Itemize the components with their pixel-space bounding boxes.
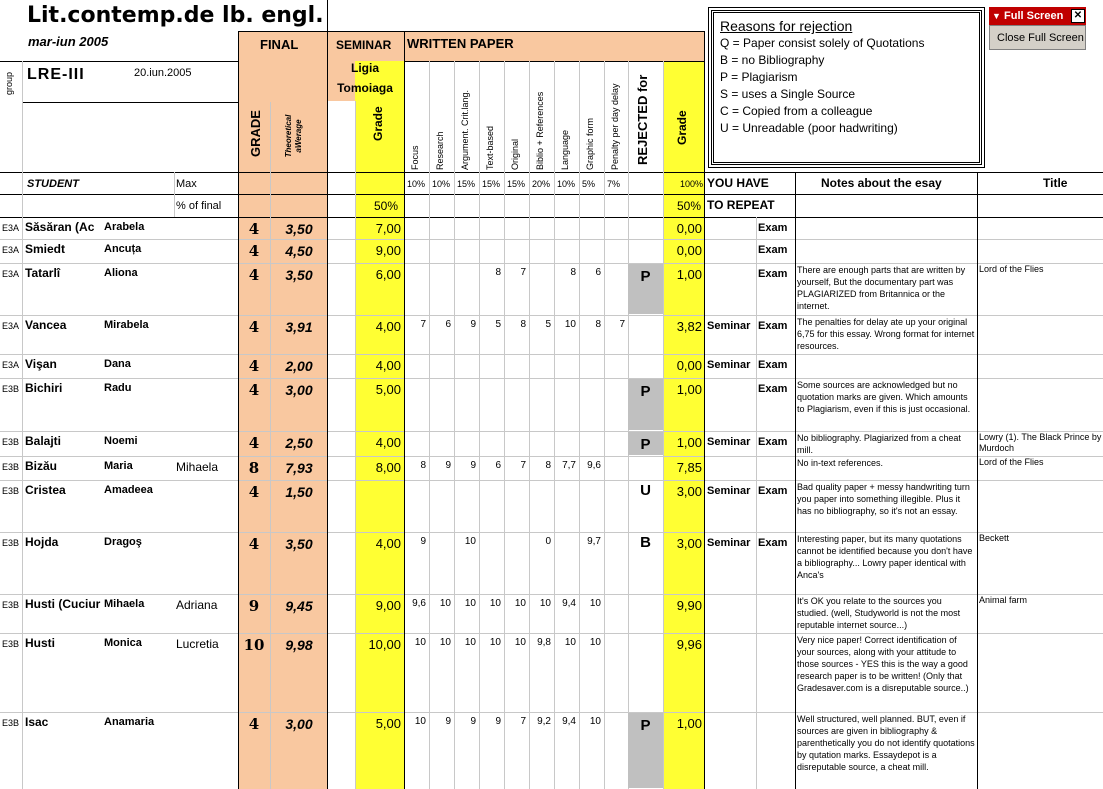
essay-note: Interesting paper, but its many quotations cannot be identified because you don't have a bibliography... Lowry paper identical with Anca's: [797, 534, 973, 580]
final-grade: 4: [248, 535, 260, 553]
criterion-pct-7: 5%: [582, 179, 596, 189]
final-grade: 4: [248, 318, 260, 336]
criterion-pct-4: 15%: [507, 179, 526, 189]
grid-h-group-top: [0, 61, 238, 62]
written-paper-grade: 1,00: [676, 267, 702, 282]
seminar-grade: 4,00: [375, 536, 401, 551]
grid-h-group-bottom: [22, 102, 238, 103]
student-first-name: Maria: [104, 460, 133, 472]
final-grade: 4: [248, 715, 260, 733]
written-paper-grade: 9,90: [676, 598, 702, 613]
final-grade: 4: [248, 220, 260, 238]
grid-v-title: [977, 172, 978, 789]
criterion-score: 7: [619, 319, 625, 330]
essay-note: Bad quality paper + messy handwriting turn you paper into something illegible. Plus it has no bibliography, so it's not an essay.: [797, 482, 970, 516]
essay-note: There are enough parts that are written by yourself, But the documentary part was PLAGIARIZED from Britannica or the internet.: [797, 265, 966, 311]
criterion-header-5: Biblio + References: [535, 91, 545, 170]
reason-c: C = Copied from a colleague: [720, 104, 873, 118]
row-group: E3A: [2, 245, 20, 255]
written-paper-grade: 1,00: [676, 435, 702, 450]
student-first-name: Dana: [104, 358, 131, 370]
criterion-score: 10: [439, 637, 451, 648]
theoretical-average: 2,50: [285, 435, 313, 451]
criterion-score: 9: [470, 460, 476, 471]
row-group: E3B: [2, 486, 20, 496]
toolbar-close-icon[interactable]: ✕: [1071, 9, 1085, 23]
grid-v-repeat: [704, 31, 705, 789]
repeat-seminar: Seminar: [707, 436, 751, 448]
essay-title: Animal farm: [979, 595, 1028, 605]
theoretical-average: 3,00: [285, 382, 313, 398]
student-last-name: Husti (Cuciur: [25, 597, 101, 611]
grid-h-row-1: [0, 239, 1103, 240]
criterion-score: 9,2: [537, 716, 551, 727]
repeat-exam: Exam: [758, 485, 788, 497]
criterion-header-2: Argument. Crit.lang.: [460, 89, 470, 170]
row-group: E3B: [2, 384, 20, 394]
written-paper-grade: 3,82: [676, 319, 702, 334]
written-paper-grade: 3,00: [676, 536, 702, 551]
essay-note: No in-text references.: [797, 458, 884, 468]
theoretical-average: 3,50: [285, 267, 313, 283]
seminar-grade: 5,00: [375, 382, 401, 397]
essay-note: Very nice paper! Correct identification of your sources, along with your attitude to those sources - YES this is the way a good research paper is to be written! (Only that Gradesaver.com is a disreputable source..): [797, 635, 969, 693]
theoretical-average: 7,93: [285, 460, 313, 476]
repeat-seminar: Seminar: [707, 537, 751, 549]
grid-v-seminar: [327, 0, 328, 789]
grid-v-crit-2: [454, 61, 455, 789]
criterion-score: 9: [470, 716, 476, 727]
written-paper-grade: 3,00: [676, 484, 702, 499]
row-group: E3B: [2, 437, 20, 447]
grid-v-maxcol: [174, 172, 175, 217]
essay-title: Lord of the Flies: [979, 264, 1044, 274]
row-group: E3B: [2, 538, 20, 548]
seminar-grade: 9,00: [375, 243, 401, 258]
rejection-reason: B: [640, 534, 651, 551]
final-grade: 4: [248, 242, 260, 260]
seminar-grade: 5,00: [375, 716, 401, 731]
criterion-score: 10: [414, 716, 426, 727]
row-group: E3B: [2, 639, 20, 649]
grid-v-crit-8: [604, 61, 605, 789]
criterion-pct-6: 10%: [557, 179, 576, 189]
criterion-score: 10: [589, 598, 601, 609]
grid-h-pct: [0, 194, 1103, 195]
criterion-score: 10: [514, 637, 526, 648]
full-screen-icon: ▼: [992, 11, 1001, 21]
final-grade: 4: [248, 266, 260, 284]
repeat-exam: Exam: [758, 244, 788, 256]
full-screen-toolbar: [989, 7, 1086, 25]
written-paper-grade: 9,96: [676, 637, 702, 652]
criterion-score: 9,7: [587, 536, 601, 547]
criterion-score: 9,6: [412, 598, 426, 609]
criterion-score: 6: [495, 460, 501, 471]
reason-p: P = Plagiarism: [720, 70, 798, 84]
criterion-score: 9,6: [587, 460, 601, 471]
criterion-score: 10: [589, 637, 601, 648]
final-grade: 4: [248, 483, 260, 501]
written-paper-grade: 0,00: [676, 243, 702, 258]
grid-v-crit-1: [429, 61, 430, 789]
repeat-exam: Exam: [758, 268, 788, 280]
theoretical-average: 1,50: [285, 484, 313, 500]
criterion-header-0: Focus: [410, 145, 420, 170]
period-label: mar-iun 2005: [28, 34, 109, 49]
row-group: E3A: [2, 269, 20, 279]
criterion-header-8: Penalty per day delay: [610, 83, 620, 170]
criterion-score: 10: [489, 598, 501, 609]
criterion-score: 9: [445, 716, 451, 727]
criterion-score: 0: [545, 536, 551, 547]
row-group: E3A: [2, 360, 20, 370]
criterion-score: 8: [520, 319, 526, 330]
student-first-name: Mihaela: [104, 598, 145, 610]
essay-note: No bibliography. Plagiarized from a cheat mill.: [797, 433, 961, 455]
rejection-reason: P: [628, 432, 663, 455]
criterion-score: 10: [464, 536, 476, 547]
criterion-score: 9,8: [537, 637, 551, 648]
repeat-seminar: Seminar: [707, 320, 751, 332]
grid-v-wp: [663, 61, 664, 789]
reasons-heading: Reasons for rejection: [720, 18, 853, 34]
criterion-pct-1: 10%: [432, 179, 451, 189]
criterion-header-1: Research: [435, 131, 445, 170]
seminar-pct: 50%: [374, 199, 399, 213]
criterion-score: 9: [470, 319, 476, 330]
repeat-exam: Exam: [758, 359, 788, 371]
student-last-name: Balajti: [25, 434, 62, 448]
theoretical-average: 4,50: [285, 243, 313, 259]
criterion-score: 10: [464, 598, 476, 609]
essay-note: Some sources are acknowledged but no quotation marks are given. Which amounts to Plagiarism, even if this is just occasional.: [797, 380, 971, 414]
theoretical-average-text: Theoretical aWerage: [284, 114, 303, 158]
final-grade: 9: [248, 597, 260, 615]
criterion-score: 10: [539, 598, 551, 609]
close-full-screen-button[interactable]: [989, 25, 1086, 50]
repeat-seminar: Seminar: [707, 485, 751, 497]
final-header: FINAL: [260, 37, 299, 52]
seminar-teacher: Ligia Tomoiaga: [337, 61, 393, 95]
student-last-name: Smiedt: [25, 242, 66, 256]
grid-v-group: [22, 61, 23, 789]
grid-v-notes: [795, 172, 796, 789]
criterion-score: 10: [414, 637, 426, 648]
written-paper-grade: 0,00: [676, 358, 702, 373]
grid-h-rows: [0, 217, 1103, 218]
wp-grade-bg: [663, 61, 704, 789]
final-grade: 4: [248, 357, 260, 375]
final-grade: 10: [243, 636, 265, 654]
rejection-reason: P: [628, 264, 663, 314]
row-group: E3B: [2, 600, 20, 610]
student-middle-name: Lucretia: [176, 637, 219, 651]
reasons-box: [711, 10, 982, 165]
grid-h-max: [0, 172, 1103, 173]
essay-title: Beckett: [979, 533, 1010, 543]
essay-title: Lord of the Flies: [979, 457, 1044, 467]
criterion-header-3: Text-based: [485, 125, 495, 170]
seminar-grade-header: Grade: [371, 106, 385, 141]
full-screen-title: Full Screen: [1004, 10, 1064, 22]
criterion-score: 9: [495, 716, 501, 727]
student-last-name: Vancea: [25, 318, 67, 332]
reason-b: B = no Bibliography: [720, 53, 825, 67]
criterion-score: 8: [545, 460, 551, 471]
theoretical-average: 2,00: [285, 358, 313, 374]
seminar-grade: 4,00: [375, 358, 401, 373]
essay-note: The penalties for delay ate up your original 6,75 for this essay. Wrong format for internet resources.: [797, 317, 975, 351]
criterion-score: 10: [464, 637, 476, 648]
criterion-header-7: Graphic form: [585, 117, 595, 170]
student-first-name: Arabela: [104, 221, 145, 233]
theoretical-average: 3,50: [285, 221, 313, 237]
student-middle-name: Mihaela: [176, 460, 219, 474]
repeat-exam: Exam: [758, 222, 788, 234]
group-code: LRE-III: [27, 66, 85, 83]
criterion-score: 10: [439, 598, 451, 609]
criterion-score: 10: [589, 716, 601, 727]
report-date: 20.iun.2005: [134, 67, 192, 79]
criterion-score: 10: [514, 598, 526, 609]
criterion-score: 9,4: [562, 716, 576, 727]
student-first-name: Anamaria: [104, 716, 155, 728]
final-grade: 4: [248, 434, 260, 452]
reason-u: U = Unreadable (poor hadwriting): [720, 121, 898, 135]
written-paper-header: WRITTEN PAPER: [407, 36, 514, 51]
written-paper-grade: 7,85: [676, 460, 702, 475]
essay-note: It's OK you relate to the sources you studied. (well, Studyworld is not the most reputable internet source...): [797, 596, 961, 630]
theoretical-average: 9,45: [285, 598, 313, 614]
criterion-score: 8: [570, 267, 576, 278]
criterion-score: 7: [520, 460, 526, 471]
criterion-score: 7,7: [562, 460, 576, 471]
criterion-pct-5: 20%: [532, 179, 551, 189]
criterion-score: 8: [495, 267, 501, 278]
final-grade: 8: [248, 459, 260, 477]
criterion-score: 8: [595, 319, 601, 330]
page-title: Lit.contemp.de lb. engl.: [27, 3, 324, 28]
written-paper-grade: 0,00: [676, 221, 702, 236]
criterion-score: 5: [495, 319, 501, 330]
reason-q: Q = Paper consist solely of Quotations: [720, 36, 925, 50]
grid-v-crit-7: [579, 61, 580, 789]
grid-h-top: [238, 31, 704, 32]
student-middle-name: Adriana: [176, 598, 218, 612]
seminar-grade: 7,00: [375, 221, 401, 236]
criterion-score: 9,4: [562, 598, 576, 609]
student-last-name: Tatarlî: [25, 266, 61, 280]
grid-v-crit-5: [529, 61, 530, 789]
student-first-name: Dragoş: [104, 536, 142, 548]
row-group: E3A: [2, 321, 20, 331]
written-paper-grade: 1,00: [676, 382, 702, 397]
criterion-score: 8: [420, 460, 426, 471]
criterion-pct-2: 15%: [457, 179, 476, 189]
criterion-score: 7: [420, 319, 426, 330]
student-first-name: Mirabela: [104, 319, 149, 331]
criterion-score: 9: [420, 536, 426, 547]
student-last-name: Săsăran (Ac: [25, 220, 95, 234]
grid-v-final: [238, 31, 239, 789]
criterion-score: 7: [520, 716, 526, 727]
theoretical-average: 3,50: [285, 536, 313, 552]
criterion-header-4: Original: [510, 138, 520, 170]
grid-v-crit-4: [504, 61, 505, 789]
repeat-exam: Exam: [758, 320, 788, 332]
row-group: E3A: [2, 223, 20, 233]
essay-title: Lowry (1). The Black Prince by Murdoch: [979, 432, 1102, 453]
written-paper-grade: 1,00: [676, 716, 702, 731]
wp-grade-header: Grade: [675, 110, 689, 145]
student-last-name: Isac: [25, 715, 49, 729]
seminar-header: SEMINAR: [336, 38, 392, 52]
grade-header: GRADE: [248, 110, 263, 157]
criterion-score: 6: [445, 319, 451, 330]
row-group: E3B: [2, 462, 20, 472]
student-last-name: Husti: [25, 636, 55, 650]
student-first-name: Aliona: [104, 267, 138, 279]
reason-s: S = uses a Single Source: [720, 87, 856, 101]
close-full-screen-label: Close Full Screen: [997, 32, 1084, 44]
seminar-grade: 9,00: [375, 598, 401, 613]
pct-final-label: % of final: [176, 200, 222, 212]
title-header: Title: [1043, 176, 1068, 190]
repeat-exam: Exam: [758, 436, 788, 448]
student-last-name: Bizău: [25, 459, 58, 473]
seminar-grade: 4,00: [375, 319, 401, 334]
grid-v-crit-6: [554, 61, 555, 789]
theoretical-average: 9,98: [285, 637, 313, 653]
row-group: E3B: [2, 718, 20, 728]
student-first-name: Monica: [104, 637, 142, 649]
grid-v-written: [404, 31, 405, 789]
max-label: Max: [176, 178, 197, 190]
criterion-header-6: Language: [560, 129, 570, 170]
criterion-pct-0: 10%: [407, 179, 426, 189]
student-last-name: Hojda: [25, 535, 59, 549]
student-last-name: Bichiri: [25, 381, 63, 395]
seminar-grade: 10,00: [368, 637, 401, 652]
theoretical-average-header: [284, 104, 304, 168]
student-first-name: Radu: [104, 382, 132, 394]
student-last-name: Cristea: [25, 483, 66, 497]
rejection-reason: P: [628, 379, 663, 430]
criterion-score: 10: [564, 319, 576, 330]
final-grade: 4: [248, 381, 260, 399]
criterion-pct-8: 7%: [607, 179, 621, 189]
repeat-label-1: YOU HAVE: [707, 176, 769, 190]
wp-pct-top: 100%: [680, 179, 704, 189]
criterion-score: 10: [564, 637, 576, 648]
essay-note: Well structured, well planned. BUT, even if sources are given in bibliography & parenthetically you do not identify quotations by qutation marks. Essaydepot is a disreputable source, a cheat mill.: [797, 714, 975, 772]
criterion-score: 6: [595, 267, 601, 278]
seminar-grade: 6,00: [375, 267, 401, 282]
seminar-grade: 4,00: [375, 435, 401, 450]
repeat-label-2: TO REPEAT: [707, 198, 775, 212]
student-first-name: Amadeea: [104, 484, 153, 496]
theoretical-average: 3,91: [285, 319, 313, 335]
seminar-grade: 8,00: [375, 460, 401, 475]
repeat-exam: Exam: [758, 383, 788, 395]
grid-h-row-4: [0, 354, 1103, 355]
group-column-label: group: [4, 71, 14, 95]
rejected-for-header: REJECTED for: [635, 74, 650, 165]
student-label: STUDENT: [27, 178, 79, 190]
rejection-reason: P: [628, 713, 663, 788]
criterion-score: 9: [445, 460, 451, 471]
criterion-score: 7: [520, 267, 526, 278]
criterion-score: 10: [489, 637, 501, 648]
student-first-name: Ancuța: [104, 243, 142, 255]
student-first-name: Noemi: [104, 435, 138, 447]
repeat-exam: Exam: [758, 537, 788, 549]
grid-v-crit-3: [479, 61, 480, 789]
criterion-pct-3: 15%: [482, 179, 501, 189]
wp-pct-bottom: 50%: [677, 199, 702, 213]
criterion-score: 5: [545, 319, 551, 330]
theoretical-average: 3,00: [285, 716, 313, 732]
student-last-name: Vişan: [25, 357, 57, 371]
notes-header: Notes about the esay: [821, 176, 942, 190]
repeat-seminar: Seminar: [707, 359, 751, 371]
rejection-reason: U: [640, 482, 651, 499]
grid-v-rep2: [756, 217, 757, 789]
